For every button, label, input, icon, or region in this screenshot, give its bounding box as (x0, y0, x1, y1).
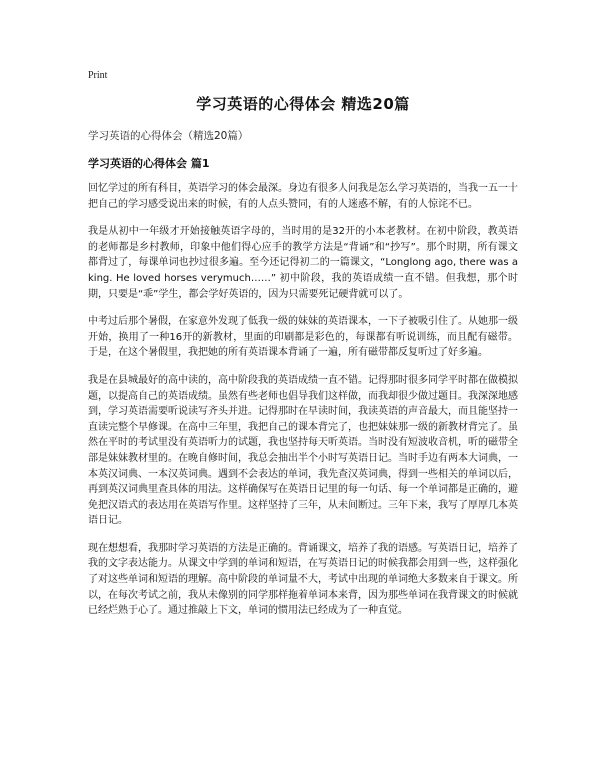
section-heading: 学习英语的心得体会 篇1 (88, 157, 210, 170)
paragraph-4: 我是在县城最好的高中读的，高中阶段我的英语成绩一直不错。记得那时很多同学平时都在做模拟题，以提高自己的英语成绩。虽然有些老师也倡导我们这样做，而我却很少做过题目。我深深地感到，学习英语需要听说读写齐头并进。记得那时在早读时间，我读英语的声音最大，而且能坚持一直读完整个早修课。在高中三年里，我把自己的课本背完了，也把妹妹那一级的新教材背完了。虽然在平时的考试里没有英语听力的试题，我也坚持每天听英语。当时没有短波收音机，听的磁带全部是妹妹教材里的。在晚自修时间，我总会抽出半个小时写英语日记。当时手边有两本大词典，一本英汉词典、一本汉英词典。遇到不会表达的单词，我先查汉英词典，得到一些相关的单词以后，再到英汉词典里查具体的用法。这样确保写在英语日记里的每一句话、每一个单词都是正确的，避免把汉语式的表达用在英语写作里。这样坚持了三年，从未间断过。三年下来，我写了厚厚几本英语日记。 (88, 374, 518, 527)
paragraph-5: 现在想想看，我那时学习英语的方法是正确的。背诵课文，培养了我的语感。写英语日记，培养了我的文字表达能力。从课文中学到的单词和短语，在写英语日记的时候我都会用到一些，这样强化了对这些单词和短语的理解。高中阶段的单词量不大，考试中出现的单词绝大多数来自于课文。所以，在每次考试之前，我从未像别的同学那样拖着单词本来背，因为那些单词在我背课文的时候就已经烂熟于心了。通过推敲上下文，单词的惯用法已经成为了一种直觉。 (88, 542, 518, 617)
page-title: 学习英语的心得体会 精选20篇 (196, 95, 410, 113)
document-page (88, 70, 518, 631)
paragraph-1: 回忆学过的所有科目，英语学习的体会最深。身边有很多人问我是怎么学习英语的，当我一五一十把自己的学习感受说出来的时候，有的人点头赞同，有的人迷惑不解，有的人惊诧不已。 (88, 183, 518, 210)
paragraph-3: 中考过后那个暑假，在家意外发现了低我一级的妹妹的英语课本，一下子被吸引住了。从她那一级开始，换用了一种16开的新教材，里面的印刷都是彩色的，每课都有听说训练，而且配有磁带。于是，在这个暑假里，我把她的所有英语课本背诵了一遍，所有磁带都反复听过了好多遍。 (88, 316, 518, 359)
document-subtitle: 学习英语的心得体会（精选20篇） (88, 130, 249, 142)
print-label[interactable]: Print (88, 70, 108, 81)
paragraph-2: 我是从初中一年级才开始接触英语字母的，当时用的是32开的小本老教材。在初中阶段，教英语的老师都是乡村教师，印象中他们得心应手的教学方法是“背诵”和“抄写”。那个时期，所有课文都背过了，每课单词也抄过很多遍。至今还记得初二的一篇课文，“Longlong ago, there was a king. He loved horses verymuch……” 初中阶段，我的英语成绩一直不错。但我想，那个时期，只要是“乖”学生，都会学好英语的，因为只需要死记硬背就可以了。 (88, 226, 518, 300)
